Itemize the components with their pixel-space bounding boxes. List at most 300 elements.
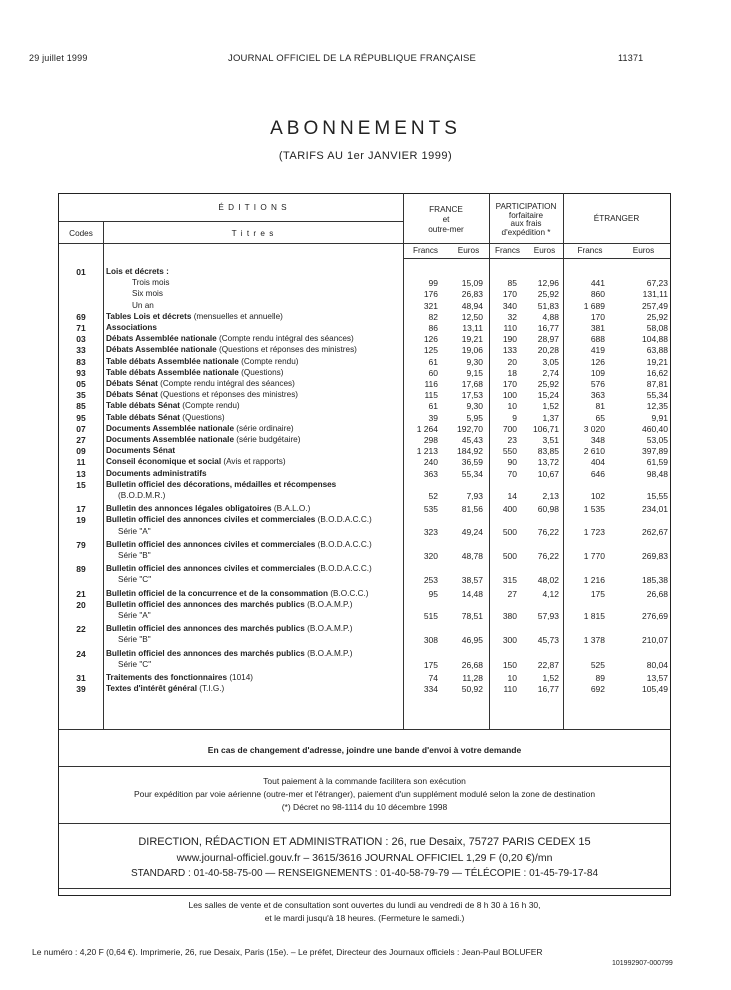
row-value-pe: 10,67 — [537, 468, 559, 479]
row-title-text: Table débats Assemblée nationale — [106, 367, 239, 377]
row-value-pe: 45,73 — [537, 635, 559, 646]
row-code: 95 — [76, 412, 86, 423]
header-titres: T i t r e s — [231, 229, 275, 238]
footer-reference: 101992907-000799 — [612, 960, 673, 967]
row-value-ee: 58,08 — [646, 323, 668, 333]
row-code: 83 — [76, 356, 86, 367]
row-value-fe: 11,28 — [462, 673, 483, 683]
row-sub-label: Série "B" — [118, 635, 151, 645]
row-value-ef: 525 — [590, 659, 605, 670]
row-value-ff: 535 — [423, 504, 438, 515]
row-title-note: (B.O.D.A.C.C.) — [317, 564, 372, 574]
row-value-ef: 1 815 — [583, 611, 605, 621]
row-value-pe: 25,92 — [537, 379, 559, 389]
row-value-pe: 1,52 — [542, 401, 559, 412]
row-value-pe: 2,74 — [542, 367, 559, 378]
row-divider-direction — [59, 888, 670, 889]
row-value-pf: 550 — [502, 446, 517, 457]
row-title-note: (B.O.D.A.C.C.) — [317, 515, 372, 525]
row-title-text: Débats Assemblée nationale — [106, 334, 217, 344]
row-value-fe: 81,56 — [461, 504, 483, 515]
unit-francs-etranger: Francs — [577, 246, 603, 255]
row-value-fe: 48,94 — [461, 300, 483, 311]
row-value-pf: 190 — [502, 334, 517, 345]
row-title — [106, 480, 402, 489]
row-title — [106, 504, 402, 513]
row-value-pe: 16,77 — [537, 323, 559, 333]
row-value-ef: 89 — [595, 673, 605, 683]
row-value-pf: 400 — [502, 504, 517, 515]
row-code: 20 — [76, 599, 86, 610]
unit-francs-france: Francs — [412, 246, 439, 255]
row-value-pe: 16,77 — [537, 684, 559, 695]
row-title-note: (B.O.D.A.C.C.) — [317, 539, 372, 549]
row-value-pf: 133 — [502, 345, 517, 356]
row-value-fe: 48,78 — [461, 551, 483, 561]
row-value-ee: 12,35 — [646, 401, 668, 412]
row-value-ff: 320 — [423, 551, 438, 561]
row-title-text: Bulletin des annonces légales obligatoires — [106, 504, 272, 514]
row-value-ee: 397,89 — [642, 446, 668, 457]
row-value-ee: 185,38 — [642, 575, 668, 586]
row-value-ff: 82 — [428, 311, 438, 322]
row-value-pf: 10 — [507, 401, 517, 412]
row-title-text: Débats Sénat — [106, 390, 158, 400]
row-value-ff: 308 — [423, 635, 438, 646]
row-value-ef: 1 535 — [583, 504, 605, 515]
row-value-ef: 109 — [590, 367, 605, 378]
row-code: 03 — [76, 334, 86, 345]
row-value-fe: 9,15 — [466, 367, 483, 378]
row-value-ff: 52 — [428, 491, 438, 501]
unit-euros-participation: Euros — [533, 246, 556, 255]
col-divider-codes — [103, 221, 104, 729]
row-value-ff: 39 — [428, 412, 438, 423]
row-title-text: Associations — [106, 323, 157, 332]
row-value-ef: 1 689 — [583, 300, 605, 311]
row-value-ee: 105,49 — [642, 684, 668, 695]
row-value-fe: 55,34 — [461, 468, 483, 479]
row-title — [106, 540, 402, 549]
row-value-fe: 184,92 — [457, 446, 483, 457]
row-value-pe: 3,51 — [542, 435, 559, 445]
row-title — [106, 673, 402, 682]
row-value-pe: 25,92 — [537, 289, 559, 300]
payment-notice-1: Tout paiement à la commande facilitera son exécution — [263, 776, 466, 786]
row-value-fe: 192,70 — [457, 423, 483, 434]
row-value-ee: 80,04 — [646, 659, 668, 670]
row-value-pe: 1,37 — [542, 412, 559, 423]
header-journal-title: JOURNAL OFFICIEL DE LA RÉPUBLIQUE FRANÇAISE — [228, 53, 477, 64]
row-value-ef: 381 — [590, 323, 605, 333]
row-title-note: (T.I.G.) — [199, 684, 225, 694]
row-value-ff: 321 — [423, 300, 438, 311]
row-code: 33 — [76, 345, 86, 356]
row-title-text: Débats Assemblée nationale — [106, 345, 217, 355]
row-value-ef: 81 — [595, 401, 605, 412]
row-title-text: Table débats Assemblée nationale — [106, 356, 239, 366]
row-value-ee: 19,21 — [646, 356, 668, 367]
row-value-ef: 404 — [590, 457, 605, 468]
row-value-ef: 348 — [590, 435, 605, 445]
row-title-text: Table débats Sénat — [106, 401, 181, 411]
row-title-note: (Questions et réponses des ministres) — [160, 390, 299, 400]
row-value-fe: 17,53 — [461, 390, 483, 401]
row-title-text: Bulletin officiel des annonces des marchés publics — [106, 648, 305, 658]
row-code: 09 — [76, 446, 86, 457]
row-value-ff: 298 — [423, 435, 438, 445]
row-title-text: Textes d'intérêt général — [106, 684, 197, 694]
payment-notice-3: (*) Décret no 98-1114 du 10 décembre 1998 — [281, 802, 448, 812]
row-sub-label: Série "A" — [118, 611, 151, 620]
row-value-pf: 85 — [507, 278, 517, 289]
row-sub-label: Six mois — [132, 289, 163, 299]
row-value-pf: 100 — [502, 390, 517, 401]
row-title-text: Documents administratifs — [106, 468, 207, 478]
row-title-text: Documents Sénat — [106, 446, 176, 456]
row-code: 39 — [76, 684, 86, 695]
row-value-pe: 51,83 — [537, 300, 559, 311]
row-value-ef: 170 — [590, 311, 605, 322]
row-title-text: Débats Sénat — [106, 379, 158, 388]
row-value-pf: 14 — [507, 491, 517, 501]
row-value-fe: 50,92 — [461, 684, 483, 695]
row-title — [106, 368, 402, 377]
row-value-ee: 104,88 — [642, 334, 668, 345]
page-title: ABONNEMENTS — [270, 118, 461, 139]
row-title-text: Conseil économique et social — [106, 457, 222, 467]
row-title-text: Bulletin officiel de la concurrence et de la consommation — [106, 588, 329, 598]
row-value-fe: 5,95 — [466, 412, 483, 423]
row-title-text: Bulletin officiel des annonces civiles et commerciales — [106, 564, 316, 574]
unit-euros-etranger: Euros — [632, 246, 655, 255]
row-value-pf: 110 — [503, 323, 517, 333]
row-value-pf: 20 — [507, 356, 517, 367]
row-value-ef: 441 — [590, 278, 605, 289]
row-title-note: (1014) — [229, 673, 253, 682]
row-title-note: (mensuelles et annuelle) — [193, 311, 283, 321]
row-value-fe: 49,24 — [461, 526, 483, 537]
row-code: 13 — [76, 468, 86, 479]
row-value-pe: 1,52 — [542, 673, 559, 683]
header-participation: PARTICIPATION — [495, 202, 557, 211]
row-title-text: Tables Lois et décrets — [106, 311, 192, 321]
row-title — [106, 413, 402, 422]
row-value-pe: 2,13 — [542, 491, 559, 501]
row-value-pf: 300 — [502, 635, 517, 646]
row-value-ee: 87,81 — [646, 379, 668, 389]
row-value-ff: 60 — [428, 367, 438, 378]
row-title-note: (Questions) — [182, 412, 225, 422]
row-value-pe: 106,71 — [533, 423, 559, 434]
row-value-ee: 131,11 — [642, 289, 668, 300]
row-value-ee: 63,88 — [646, 345, 668, 356]
row-value-ff: 175 — [423, 659, 438, 670]
row-value-pe: 4,88 — [542, 311, 559, 322]
row-title — [106, 649, 402, 658]
row-value-pf: 32 — [507, 311, 517, 322]
row-value-ee: 9,91 — [651, 412, 668, 423]
row-title-note: (B.O.A.M.P.) — [307, 624, 353, 634]
row-value-fe: 15,09 — [461, 278, 483, 289]
row-value-fe: 26,68 — [461, 659, 483, 670]
row-value-ee: 98,48 — [646, 468, 668, 479]
row-value-ff: 74 — [428, 673, 438, 683]
unit-francs-participation: Francs — [494, 246, 521, 255]
row-value-pf: 110 — [503, 684, 517, 695]
row-value-ee: 53,05 — [646, 435, 668, 445]
row-value-pf: 340 — [502, 300, 517, 311]
row-title — [106, 684, 402, 693]
row-value-pe: 76,22 — [537, 526, 559, 537]
row-value-pe: 4,12 — [542, 588, 559, 599]
row-value-pf: 150 — [502, 659, 517, 670]
row-value-ef: 646 — [590, 468, 605, 479]
row-code: 07 — [76, 423, 86, 434]
row-value-pf: 380 — [502, 611, 517, 621]
row-value-ff: 323 — [423, 526, 438, 537]
payment-notice-2: Pour expédition par voie aérienne (outre-mer et l'étranger), paiement d'un supplément modulé selon la zone de destination — [133, 789, 596, 799]
row-value-ef: 692 — [590, 684, 605, 695]
row-value-fe: 9,30 — [466, 401, 483, 412]
header-forfaitaire: forfaitaire — [508, 211, 544, 220]
row-title-text: Bulletin officiel des annonces civiles et commerciales — [106, 515, 316, 525]
row-title-note: (B.O.A.M.P.) — [307, 599, 353, 609]
row-divider-editions — [59, 221, 403, 222]
row-title-note: (Questions) — [241, 367, 284, 377]
row-title-note: (B.O.A.M.P.) — [307, 648, 353, 658]
row-value-fe: 14,48 — [461, 588, 483, 599]
row-value-pe: 28,97 — [537, 334, 559, 345]
row-title — [106, 312, 402, 321]
row-value-pf: 23 — [507, 435, 517, 445]
row-value-ff: 61 — [428, 401, 438, 412]
row-value-ef: 3 020 — [583, 423, 605, 434]
row-value-ff: 515 — [423, 611, 438, 621]
row-value-ff: 125 — [423, 345, 438, 356]
header-expedition: d'expédition * — [501, 228, 551, 237]
row-title — [106, 390, 402, 399]
row-code: 71 — [76, 323, 86, 333]
row-title-text: Traitements des fonctionnaires — [106, 673, 228, 682]
direction-phones: STANDARD : 01-40-58-75-00 — RENSEIGNEMENTS : 01-40-58-79-79 — TÉLÉCOPIE : 01-45-79-17-84 — [130, 868, 599, 879]
row-title — [106, 564, 402, 573]
direction-web: www.journal-officiel.gouv.fr – 3615/3616 JOURNAL OFFICIEL 1,29 F (0,20 €)/mn — [176, 852, 553, 864]
row-value-pf: 700 — [502, 423, 517, 434]
header-france-et: et — [442, 215, 450, 224]
row-code: 93 — [76, 367, 86, 378]
row-value-pf: 10 — [507, 673, 517, 683]
row-value-pe: 15,24 — [537, 390, 559, 401]
header-outremer: outre-mer — [428, 225, 464, 234]
row-divider-head — [59, 243, 670, 244]
row-title-text: Bulletin officiel des décorations, médailles et récompenses — [106, 479, 337, 489]
footer-imprint: Le numéro : 4,20 F (0,64 €). Imprimerie, 26, rue Desaix, Paris (15e). – Le préfet, Directeur des Journaux officiels : Jean-Paul BOLUFER — [32, 947, 543, 957]
row-title-text: Table débats Sénat — [106, 412, 181, 422]
row-value-ff: 253 — [423, 575, 438, 586]
row-title-note: (Compte rendu) — [182, 401, 240, 411]
row-value-ef: 1 770 — [583, 551, 605, 561]
row-value-ff: 334 — [423, 684, 438, 695]
row-value-ef: 576 — [590, 379, 605, 389]
row-title — [106, 589, 402, 598]
row-code: 85 — [76, 401, 86, 412]
row-value-ee: 257,49 — [642, 300, 668, 311]
row-value-pf: 9 — [512, 412, 517, 423]
row-sub-label: Série "C" — [118, 575, 152, 585]
row-title-note: (série ordinaire) — [236, 423, 294, 433]
row-value-pe: 76,22 — [537, 551, 559, 561]
header-codes: Codes — [69, 229, 93, 238]
row-title — [106, 624, 402, 633]
row-value-ff: 363 — [423, 468, 438, 479]
row-code: 01 — [76, 267, 86, 277]
row-value-ef: 1 216 — [583, 575, 605, 586]
row-value-pf: 90 — [507, 457, 517, 468]
opening-hours-2: et le mardi jusqu'à 18 heures. (Fermeture le samedi.) — [264, 913, 465, 923]
row-code: 27 — [76, 435, 86, 445]
header-editions: É D I T I O N S — [218, 203, 288, 212]
header-page-number: 11371 — [618, 53, 644, 63]
row-code: 17 — [76, 504, 86, 515]
row-value-ff: 61 — [428, 356, 438, 367]
row-value-pe: 22,87 — [537, 659, 559, 670]
row-sub-label: Série "A" — [118, 526, 151, 536]
row-code: 79 — [76, 539, 86, 550]
row-value-fe: 12,50 — [461, 311, 483, 322]
row-title — [106, 357, 402, 366]
row-value-ff: 95 — [428, 588, 438, 599]
row-code: 69 — [76, 311, 86, 322]
row-value-ef: 363 — [590, 390, 605, 401]
row-sub-label: (B.O.D.M.R.) — [118, 491, 166, 500]
row-value-ee: 67,23 — [646, 278, 668, 289]
row-value-ef: 419 — [590, 345, 605, 356]
row-code: 24 — [76, 648, 86, 659]
row-value-fe: 78,51 — [461, 611, 483, 621]
row-title — [106, 323, 402, 332]
row-divider-table-end — [59, 729, 670, 730]
row-value-ff: 99 — [428, 278, 438, 289]
row-title-note: (Compte rendu intégral des séances) — [160, 379, 295, 388]
row-title — [106, 435, 402, 444]
row-title-text: Bulletin officiel des annonces des marchés publics — [106, 624, 305, 634]
row-sub-label: Série "C" — [118, 659, 152, 669]
row-code: 11 — [76, 457, 86, 468]
page-subtitle: (TARIFS AU 1er JANVIER 1999) — [278, 150, 453, 162]
row-title-note: (Avis et rapports) — [223, 457, 286, 467]
row-value-ee: 269,83 — [642, 551, 668, 561]
row-value-ee: 16,62 — [646, 367, 668, 378]
row-value-ee: 276,69 — [642, 611, 668, 621]
row-value-ff: 1 213 — [416, 446, 438, 457]
row-value-ee: 13,57 — [646, 673, 668, 683]
row-code: 05 — [76, 379, 86, 389]
row-value-pe: 12,96 — [537, 278, 559, 289]
row-value-pe: 57,93 — [537, 611, 559, 621]
row-value-fe: 38,57 — [461, 575, 483, 586]
row-title — [106, 469, 402, 478]
row-title — [106, 379, 402, 388]
unit-euros-france: Euros — [457, 246, 480, 255]
row-title-note: (Compte rendu) — [241, 356, 299, 366]
row-value-ef: 65 — [595, 412, 605, 423]
row-value-ee: 460,40 — [642, 423, 668, 434]
row-value-fe: 19,06 — [461, 345, 483, 356]
row-sub-label: Série "B" — [118, 551, 151, 560]
row-title-note: (B.A.L.O.) — [273, 504, 311, 514]
row-value-pf: 18 — [507, 367, 517, 378]
row-code: 22 — [76, 624, 86, 635]
row-value-pe: 13,72 — [537, 457, 559, 468]
row-title-note: (Questions et réponses des ministres) — [219, 345, 357, 355]
header-date: 29 juillet 1999 — [29, 53, 88, 63]
row-value-fe: 9,30 — [466, 356, 483, 367]
row-title-text: Lois et décrets : — [106, 267, 169, 276]
row-value-ef: 860 — [590, 289, 605, 300]
row-value-ef: 126 — [590, 356, 605, 367]
row-value-pf: 170 — [502, 289, 517, 300]
row-code: 35 — [76, 390, 86, 401]
row-divider-units — [403, 258, 670, 259]
row-code: 15 — [76, 479, 86, 490]
row-sub-label: Un an — [132, 300, 154, 310]
row-title — [106, 345, 402, 354]
row-value-ee: 210,07 — [642, 635, 668, 646]
row-value-pe: 20,28 — [537, 345, 559, 356]
row-value-pe: 83,85 — [537, 446, 559, 457]
row-title — [106, 267, 402, 276]
row-value-fe: 26,83 — [461, 289, 483, 300]
row-title-note: (série budgétaire) — [236, 435, 301, 444]
row-value-fe: 7,93 — [466, 491, 483, 501]
row-title-text: Bulletin officiel des annonces des marchés publics — [106, 599, 305, 609]
row-value-ee: 26,68 — [646, 588, 668, 599]
row-value-pf: 170 — [502, 379, 517, 389]
row-value-ee: 15,55 — [646, 491, 668, 501]
row-title-note: (B.O.C.C.) — [330, 588, 369, 598]
row-value-fe: 46,95 — [461, 635, 483, 646]
row-value-pe: 3,05 — [542, 356, 559, 367]
row-value-ff: 176 — [423, 289, 438, 300]
row-value-ef: 102 — [590, 491, 605, 501]
row-code: 89 — [76, 564, 86, 575]
row-value-ff: 86 — [428, 323, 438, 333]
row-title — [106, 515, 402, 524]
row-title-text: Documents Assemblée nationale — [106, 423, 235, 433]
row-title — [106, 457, 402, 466]
opening-hours-1: Les salles de vente et de consultation sont ouvertes du lundi au vendredi de 8 h 30 à 16 h 30, — [188, 900, 541, 910]
header-aux-frais: aux frais — [510, 219, 542, 228]
row-code: 31 — [76, 673, 86, 683]
row-value-pf: 70 — [507, 468, 517, 479]
row-value-ef: 2 610 — [583, 446, 605, 457]
row-title — [106, 424, 402, 433]
row-value-ff: 115 — [424, 390, 438, 401]
row-value-ef: 1 378 — [583, 635, 605, 646]
row-value-pf: 500 — [502, 551, 517, 561]
row-value-pf: 500 — [502, 526, 517, 537]
row-value-fe: 45,43 — [461, 435, 483, 445]
row-value-ff: 126 — [423, 334, 438, 345]
row-value-fe: 17,68 — [461, 379, 483, 389]
row-value-ef: 175 — [590, 588, 605, 599]
row-value-ee: 25,92 — [646, 311, 668, 322]
row-code: 19 — [76, 515, 86, 526]
row-title — [106, 334, 402, 343]
row-title-note: (Compte rendu intégral des séances) — [219, 334, 354, 344]
row-value-pf: 27 — [507, 588, 517, 599]
